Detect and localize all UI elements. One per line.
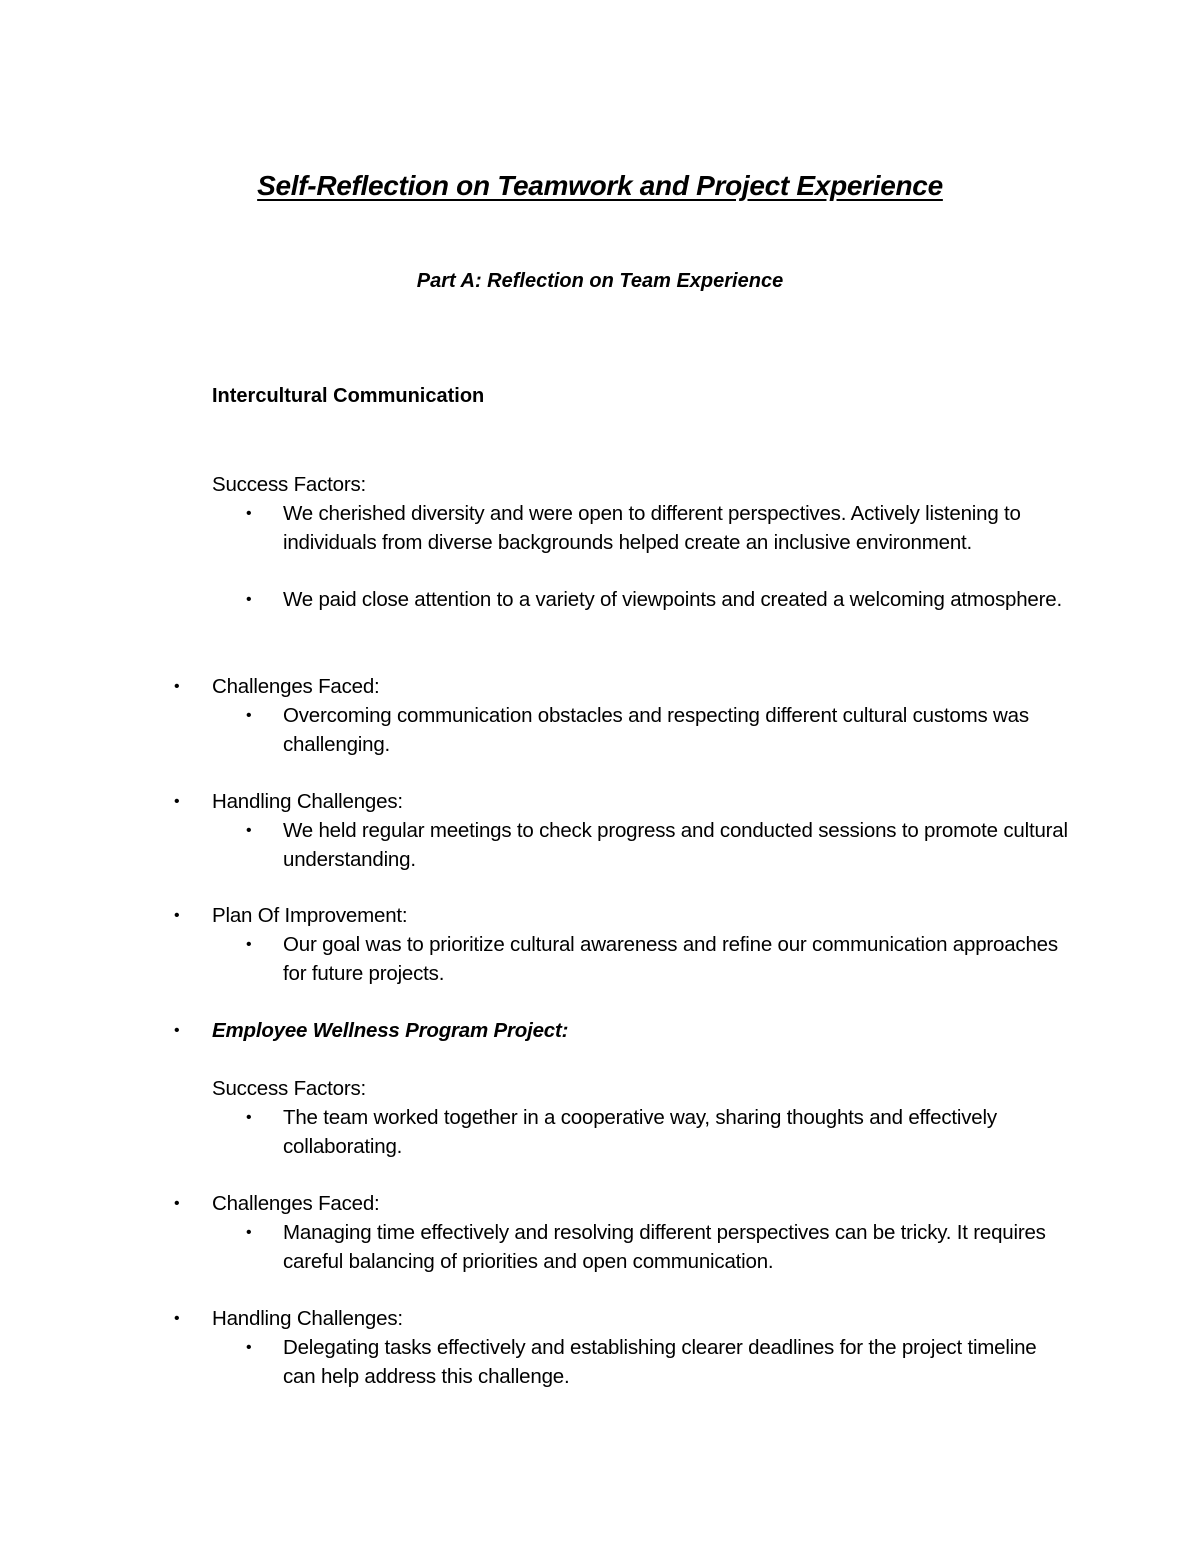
ic-plan-item-1: Our goal was to prioritize cultural awareness and refine our communication approaches for future projects. <box>283 933 1058 985</box>
ic-challenges-item-1: Overcoming communication obstacles and respecting different cultural customs was challenging. <box>283 704 1029 756</box>
bullet-icon: • <box>246 591 252 608</box>
wp-success-item-1: The team worked together in a cooperative way, sharing thoughts and effectively collaborating. <box>283 1106 997 1158</box>
ic-challenges-label: Challenges Faced: <box>212 675 380 698</box>
document-title: Self-Reflection on Teamwork and Project Experience <box>257 170 943 201</box>
ic-success-label: Success Factors: <box>212 473 367 496</box>
wellness-heading: Employee Wellness Program Project: <box>212 1019 569 1042</box>
bullet-icon: • <box>246 505 252 522</box>
wp-success-label: Success Factors: <box>212 1077 367 1100</box>
bullet-icon: • <box>174 1022 180 1039</box>
bullet-icon: • <box>174 793 180 810</box>
wp-handling-label: Handling Challenges: <box>212 1307 403 1330</box>
document-subtitle: Part A: Reflection on Team Experience <box>416 270 784 292</box>
ic-handling-item-1: We held regular meetings to check progress and conducted sessions to promote cultural understanding. <box>283 819 1068 871</box>
bullet-icon: • <box>246 707 252 724</box>
bullet-icon: • <box>174 678 180 695</box>
ic-handling-label: Handling Challenges: <box>212 790 403 813</box>
bullet-icon: • <box>246 1339 252 1356</box>
bullet-icon: • <box>246 822 252 839</box>
bullet-icon: • <box>174 1195 180 1212</box>
ic-plan-label: Plan Of Improvement: <box>212 904 408 927</box>
wp-handling-item-1: Delegating tasks effectively and establishing clearer deadlines for the project timeline can help address this challenge. <box>283 1336 1037 1388</box>
wp-challenges-label: Challenges Faced: <box>212 1192 380 1215</box>
ic-success-item-2: We paid close attention to a variety of viewpoints and created a welcoming atmosphere. <box>283 588 1062 611</box>
bullet-icon: • <box>246 1224 252 1241</box>
bullet-icon: • <box>174 1310 180 1327</box>
bullet-icon: • <box>246 936 252 953</box>
section-heading: Intercultural Communication <box>212 385 485 407</box>
bullet-icon: • <box>174 907 180 924</box>
bullet-icon: • <box>246 1109 252 1126</box>
ic-success-item-1: We cherished diversity and were open to different perspectives. Actively listening to individuals from diverse backgrounds helped create an inclusive environment. <box>283 502 1021 554</box>
wp-challenges-item-1: Managing time effectively and resolving different perspectives can be tricky. It requires careful balancing of priorities and open communication. <box>283 1221 1046 1273</box>
